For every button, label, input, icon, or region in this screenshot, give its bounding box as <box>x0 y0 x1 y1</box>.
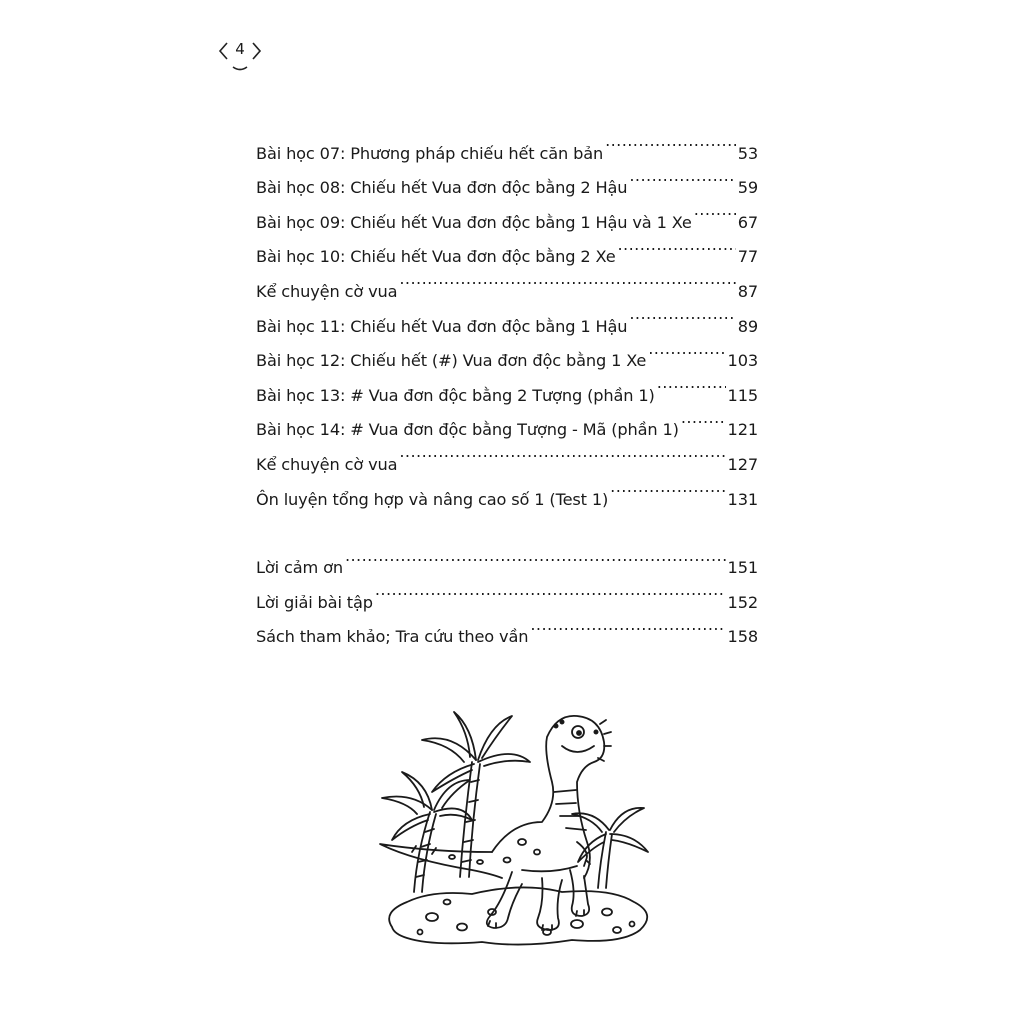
toc-entry-title: Lời cảm ơn <box>256 558 343 578</box>
toc-leader-dots <box>375 573 726 608</box>
toc-entry-page: 67 <box>737 212 758 232</box>
toc-entry-title: Bài học 09: Chiếu hết Vua đơn độc bằng 1 Hậu và 1 Xe <box>256 212 692 232</box>
toc-entry-page: 77 <box>737 247 758 267</box>
toc-entry-page: 121 <box>727 420 758 440</box>
page-number-badge <box>218 32 262 72</box>
toc-entry-title: Bài học 10: Chiếu hết Vua đơn độc bằng 2 Xe <box>256 247 616 267</box>
toc-entry-page: 158 <box>727 627 758 647</box>
toc-leader-dots <box>345 539 726 574</box>
toc-row[interactable] <box>256 539 758 578</box>
page-number: 4 <box>235 40 245 58</box>
toc-entry-page: 59 <box>737 178 758 198</box>
toc-entry-page: 151 <box>727 558 758 578</box>
toc-leader-dots <box>648 332 725 367</box>
toc-entry-title: Bài học 13: # Vua đơn độc bằng 2 Tượng (phần 1) <box>256 385 655 405</box>
toc-entry-title: Lời giải bài tập <box>256 592 373 612</box>
toc-entry-page: 152 <box>727 592 758 612</box>
toc-entry-title: Bài học 12: Chiếu hết (#) Vua đơn độc bằng 1 Xe <box>256 351 647 371</box>
toc-entry-title: Kể chuyện cờ vua <box>256 281 398 301</box>
toc-entry-page: 53 <box>737 143 758 163</box>
toc-entry-page: 131 <box>727 489 758 509</box>
toc-entry-title: Sách tham khảo; Tra cứu theo vần <box>256 627 529 647</box>
toc-leader-dots <box>618 228 736 263</box>
toc-leader-dots <box>605 124 736 159</box>
toc-entry-title: Kể chuyện cờ vua <box>256 454 398 474</box>
table-of-contents <box>256 124 758 647</box>
dinosaur-palm-tree-icon <box>372 702 662 952</box>
toc-leader-dots <box>657 366 726 401</box>
toc-leader-dots <box>694 193 736 228</box>
toc-leader-dots <box>629 159 735 194</box>
toc-leader-dots <box>610 470 725 505</box>
toc-entry-title: Bài học 07: Phương pháp chiếu hết căn bản <box>256 143 604 163</box>
toc-leader-dots <box>681 401 726 436</box>
toc-leader-dots <box>629 297 735 332</box>
toc-entry-title: Ôn luyện tổng hợp và nâng cao số 1 (Test 1) <box>256 489 609 509</box>
toc-leader-dots <box>530 608 725 643</box>
toc-entry-page: 103 <box>727 351 758 371</box>
toc-entry-title: Bài học 08: Chiếu hết Vua đơn độc bằng 2 Hậu <box>256 178 628 198</box>
toc-row[interactable] <box>256 124 758 163</box>
toc-entry-page: 115 <box>727 385 758 405</box>
toc-entry-page: 87 <box>737 281 758 301</box>
toc-leader-dots <box>399 435 725 470</box>
toc-entry-page: 89 <box>737 316 758 336</box>
toc-entry-page: 127 <box>727 454 758 474</box>
toc-leader-dots <box>399 262 735 297</box>
toc-entry-title: Bài học 14: # Vua đơn độc bằng Tượng - Mã (phần 1) <box>256 420 679 440</box>
toc-entry-title: Bài học 11: Chiếu hết Vua đơn độc bằng 1 Hậu <box>256 316 628 336</box>
dinosaur-illustration <box>372 702 662 952</box>
